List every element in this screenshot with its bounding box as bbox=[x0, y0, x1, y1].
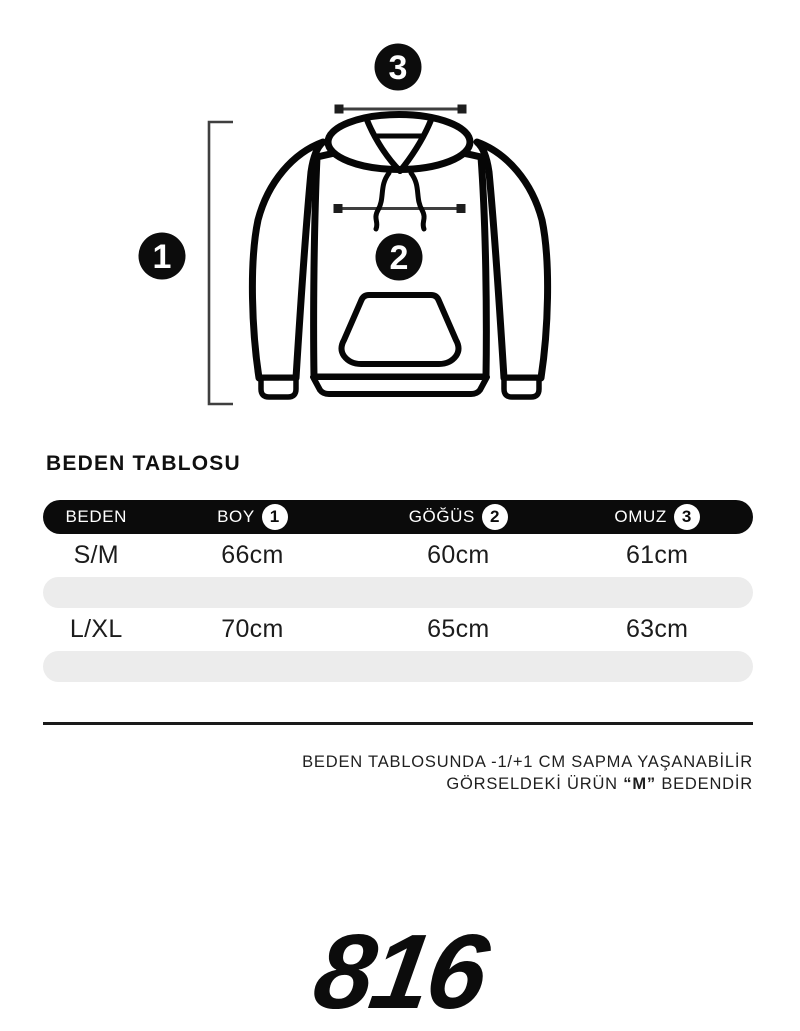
height-measure-bracket bbox=[209, 122, 233, 404]
gogus-cell: 65cm bbox=[427, 615, 490, 643]
hoodie-hem bbox=[313, 377, 487, 394]
note-line2-suffix: BEDENDİR bbox=[655, 775, 753, 793]
omuz-cell: 63cm bbox=[625, 615, 689, 643]
hoodie-hood bbox=[328, 115, 470, 170]
tolerance-note-line2 bbox=[153, 773, 753, 795]
tolerance-note bbox=[153, 751, 753, 795]
column-header-gogus bbox=[355, 504, 561, 530]
column-header-label: GÖĞÜS bbox=[408, 507, 475, 526]
hoodie-left-cuff bbox=[261, 378, 296, 397]
table-row-sm bbox=[43, 534, 753, 577]
hoodie-measurement-diagram bbox=[0, 0, 800, 445]
chest-measure-end-left bbox=[334, 204, 343, 213]
brand-logo bbox=[0, 913, 800, 1031]
note-line2-prefix: GÖRSELDEKİ ÜRÜN bbox=[446, 775, 624, 793]
gogus-cell: 60cm bbox=[427, 541, 490, 569]
brand-logo-text: 816 bbox=[306, 913, 494, 1031]
column-header-omuz bbox=[561, 504, 753, 530]
badge-height-number: 1 bbox=[152, 238, 172, 276]
column-badge-2: 2 bbox=[482, 504, 508, 530]
size-cell: S/M bbox=[73, 541, 119, 569]
badge-chest-number: 2 bbox=[389, 239, 409, 277]
table-stripe bbox=[43, 577, 753, 608]
boy-cell: 66cm bbox=[221, 541, 284, 569]
badge-shoulder-number: 3 bbox=[388, 49, 408, 87]
badge-chest bbox=[376, 234, 423, 281]
hoodie-drawing bbox=[0, 0, 800, 445]
column-header-beden bbox=[43, 507, 150, 527]
size-table-title: BEDEN TABLOSU bbox=[46, 452, 241, 475]
section-divider bbox=[43, 722, 753, 725]
size-table-header bbox=[43, 500, 753, 534]
column-header-label: BEDEN bbox=[65, 507, 128, 526]
table-row-lxl bbox=[43, 608, 753, 651]
table-stripe bbox=[43, 651, 753, 682]
hoodie-pocket bbox=[342, 295, 459, 364]
shoulder-measure-end-right bbox=[458, 105, 467, 114]
column-badge-1: 1 bbox=[262, 504, 288, 530]
tolerance-note-line1: BEDEN TABLOSUNDA -1/+1 CM SAPMA YAŞANABİLİR bbox=[302, 753, 753, 771]
hoodie-right-cuff bbox=[504, 378, 539, 397]
size-cell: L/XL bbox=[69, 615, 123, 643]
column-header-label: BOY bbox=[217, 507, 255, 526]
column-header-boy bbox=[150, 504, 356, 530]
boy-cell: 70cm bbox=[221, 615, 284, 643]
note-line2-size: “M” bbox=[623, 775, 656, 793]
chest-measure-end-right bbox=[457, 204, 466, 213]
column-badge-3: 3 bbox=[674, 504, 700, 530]
column-header-label: OMUZ bbox=[614, 507, 667, 526]
shoulder-measure-end-left bbox=[335, 105, 344, 114]
badge-shoulder bbox=[375, 44, 422, 91]
omuz-cell: 61cm bbox=[625, 541, 689, 569]
badge-height bbox=[139, 233, 186, 280]
